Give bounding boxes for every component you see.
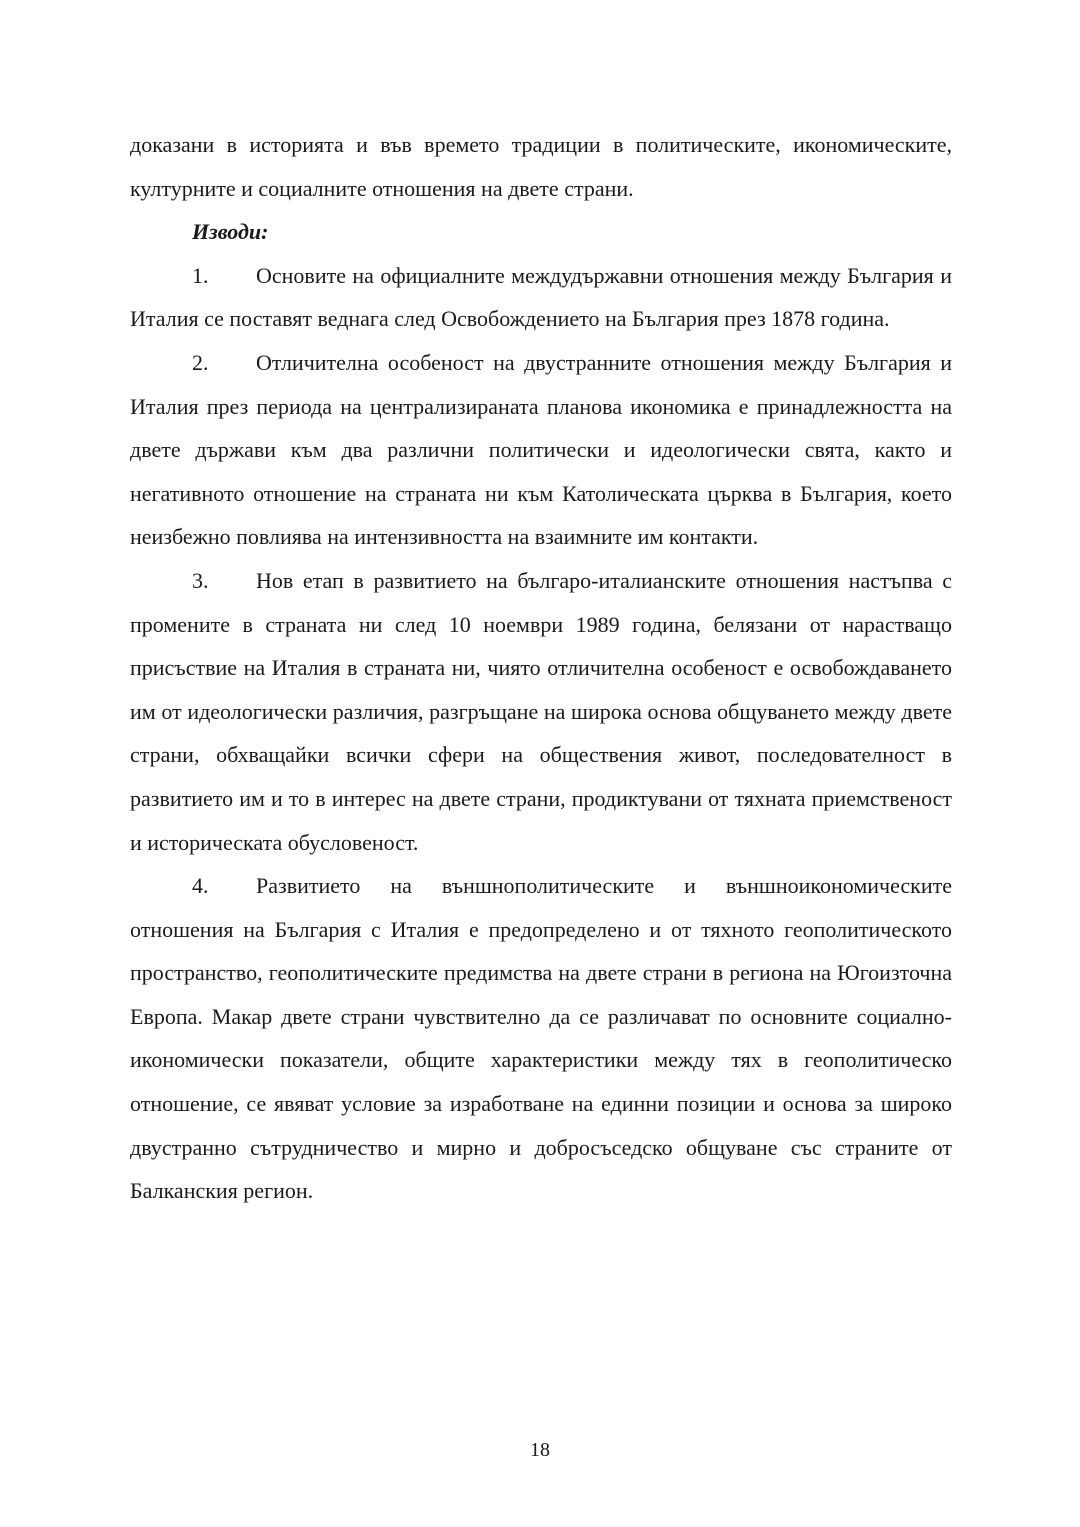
list-item-text: Развитието на външнополитическите и външноикономическите отношения на България с Италия е предопределено и от тяхното геополитическото пространство, геополитическите предимства на двете страни в региона на Югоизточна Европа. Макар двете страни чувствително да се различават по основните социално-икономически показатели, общите характеристики между тях в геополитическо отношение, се явяват условие за изработване на единни позиции и основа за широко двустранно сътрудничество и мирно и добросъседско общуване със страните от Балканския регион. <box>130 873 952 1204</box>
page-number: 18 <box>530 1439 550 1461</box>
conclusions-heading: Изводи: <box>192 219 269 245</box>
list-item-text: Отличителна особеност на двустранните отношения между България и Италия през периода на централизираната планова икономика е принадлежността на двете държави към два различни политически и идеологически свята, както и негативното отношение на страната ни към Католическата църква в България, което неизбежно повлиява на интензивността на взаимните им контакти. <box>130 349 952 550</box>
list-item <box>130 864 952 1213</box>
list-item <box>130 341 952 559</box>
list-item-text: Нов етап в развитието на българо-италианските отношения настъпва с промените в страната ни след 10 ноември 1989 година, белязани от нарастващо присъствие на Италия в страната ни, чиято отличителна особеност е освобождаването им от идеологически различия, разгръщане на широка основа общуването между двете страни, обхващайки всички сфери на обществения живот, последователност в развитието им и то в интерес на двете страни, продиктувани от тяхната приемственост и историческата обусловеност. <box>130 567 952 855</box>
document-body <box>130 123 952 1213</box>
list-item-number: 3. <box>192 567 209 593</box>
intro-paragraph: доказани в историята и във времето традиции в политическите, икономическите, културните и социалните отношения на двете страни. <box>130 132 952 201</box>
list-item-number: 4. <box>192 873 209 899</box>
list-item <box>130 254 952 341</box>
list-item-text: Основите на официалните междудържавни отношения между България и Италия се поставят веднага след Освобождението на България през 1878 година. <box>130 262 952 332</box>
list-item-number: 2. <box>192 349 209 375</box>
list-item <box>130 559 952 864</box>
list-item-number: 1. <box>192 262 209 288</box>
